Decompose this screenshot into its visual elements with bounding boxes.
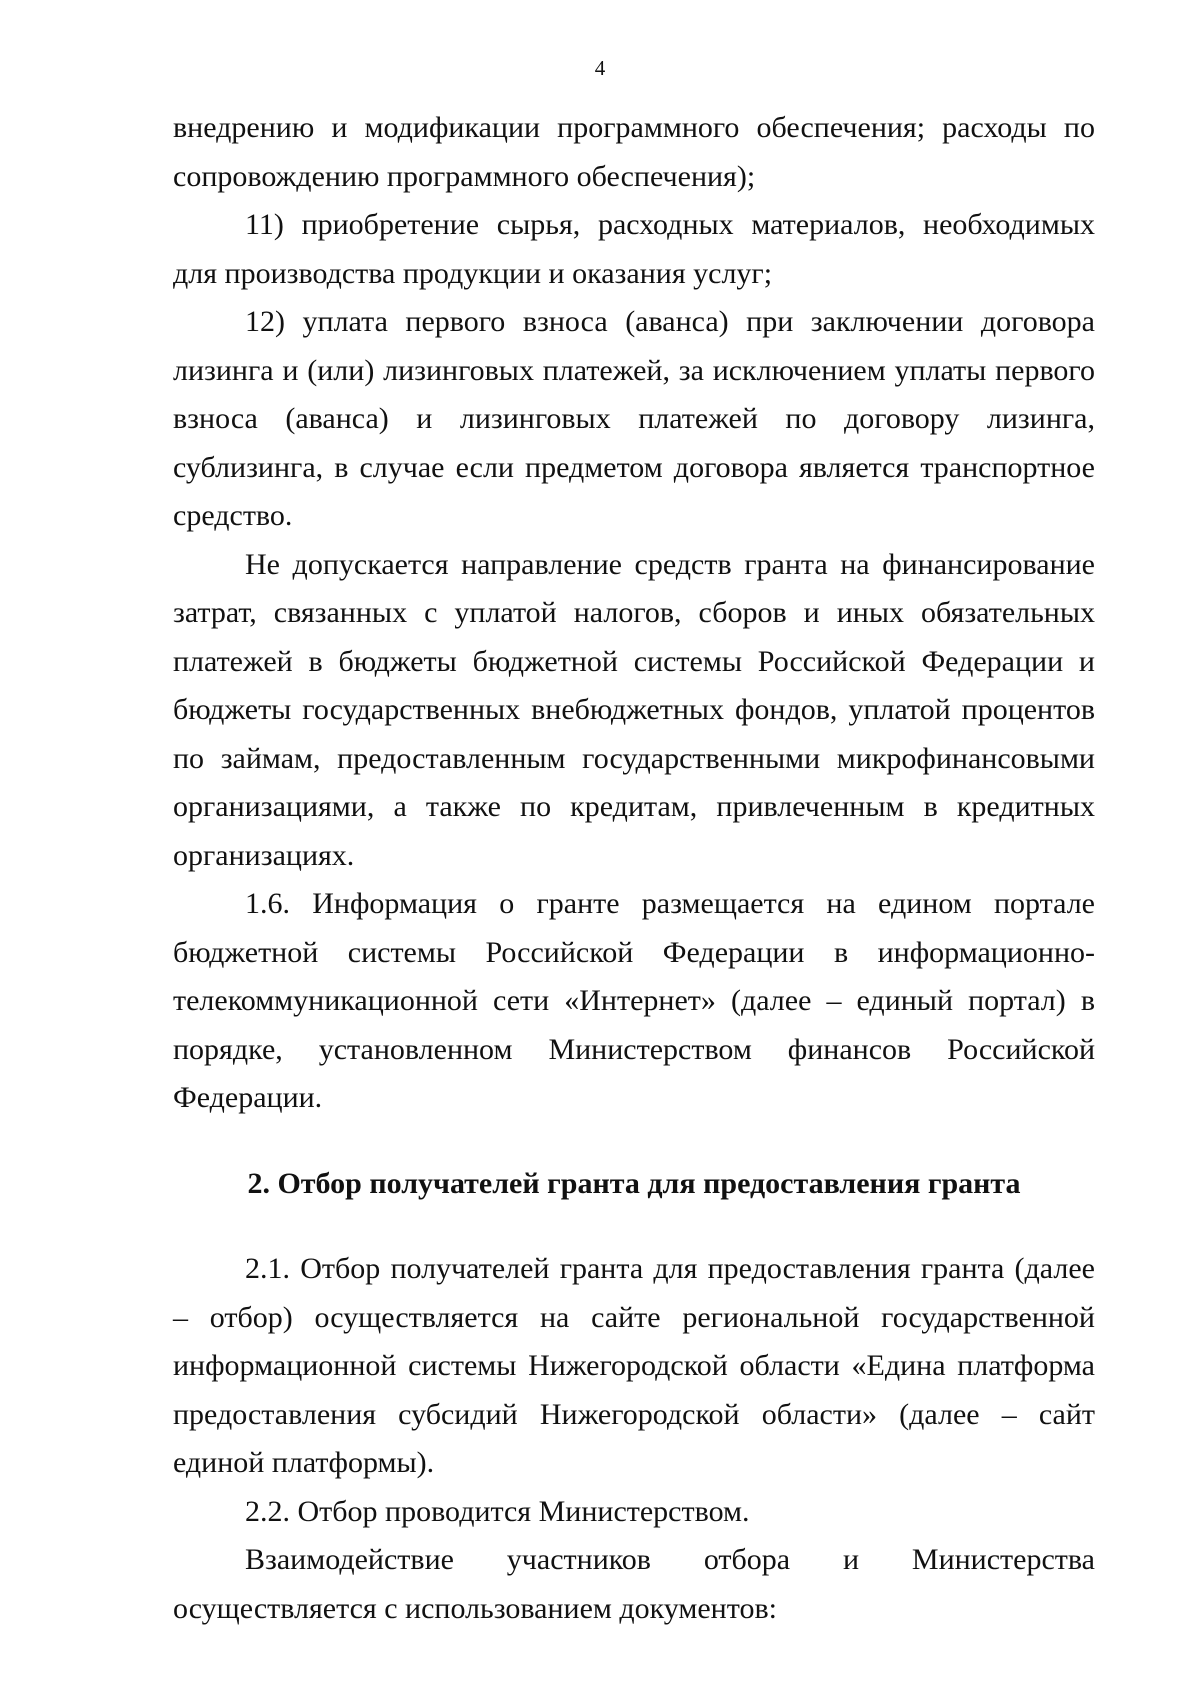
paragraph-2-1: 2.1. Отбор получателей гранта для предоставления гранта (далее – отбор) осуществляется на сайте региональной государственной информационной системы Нижегородской области «Едина платформа предоставления субсидий Нижегородской области» (далее – сайт единой платформы). bbox=[173, 1252, 1095, 1479]
paragraph-item-11: 11) приобретение сырья, расходных материалов, необходимых для производства продукции и оказания услуг; bbox=[173, 208, 1095, 290]
paragraph-1-6: 1.6. Информация о гранте размещается на едином портале бюджетной системы Российской Федерации в информационно-телекоммуникационной сети «Интернет» (далее – единый портал) в порядке, установленном Министерством финансов Российской Федерации. bbox=[173, 887, 1095, 1114]
paragraph-software-continuation: внедрению и модификации программного обеспечения; расходы по сопровождению программного обеспечения); bbox=[173, 111, 1095, 193]
page-number: 4 bbox=[594, 56, 606, 80]
document-body bbox=[173, 104, 1095, 1633]
paragraph-interaction: Взаимодействие участников отбора и Министерства осуществляется с использованием документов: bbox=[173, 1543, 1095, 1625]
paragraph-2-2: 2.2. Отбор проводится Министерством. bbox=[245, 1494, 750, 1528]
paragraph-item-12: 12) уплата первого взноса (аванса) при заключении договора лизинга и (или) лизинговых платежей, за исключением уплаты первого взноса (аванса) и лизинговых платежей по договору лизинга, сублизинга, в случае если предметом договора является транспортное средство. bbox=[173, 305, 1095, 532]
section-heading: 2. Отбор получателей гранта для предоставления гранта bbox=[247, 1166, 1021, 1200]
paragraph-grant-restrictions: Не допускается направление средств гранта на финансирование затрат, связанных с уплатой налогов, сборов и иных обязательных платежей в бюджеты бюджетной системы Российской Федерации и бюджеты государственных внебюджетных фондов, уплатой процентов по займам, предоставленным государственными микрофинансовыми организациями, а также по кредитам, привлеченным в кредитных организациях. bbox=[173, 547, 1095, 872]
